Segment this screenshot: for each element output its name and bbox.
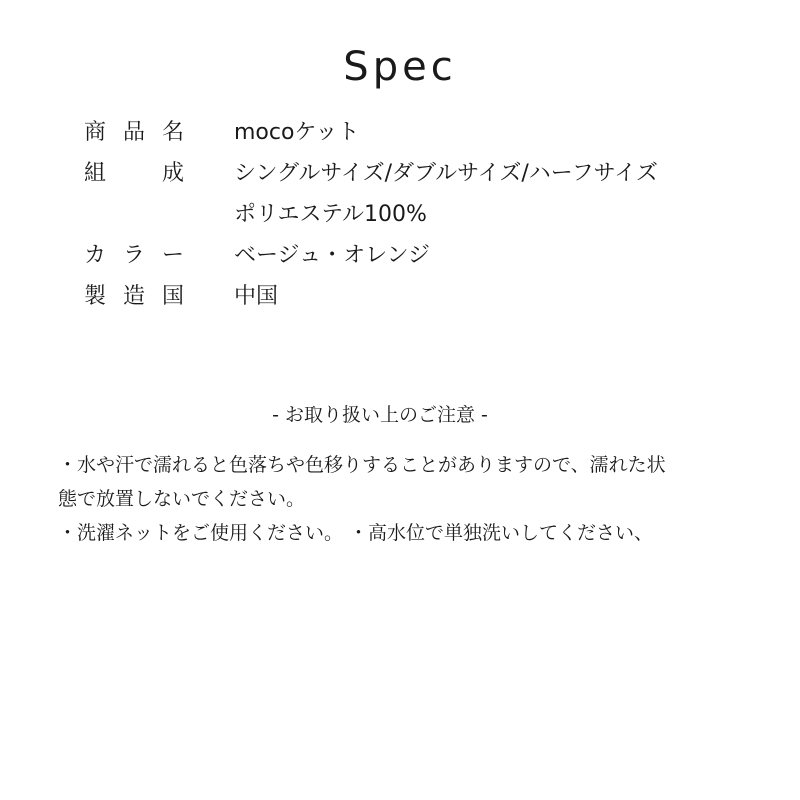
- spec-label-composition: 組成: [84, 161, 184, 186]
- spec-row-product-name: [84, 112, 764, 153]
- caution-heading: - お取り扱い上のご注意 -: [272, 404, 488, 426]
- spec-row-origin: [84, 276, 764, 317]
- caution-list: [58, 448, 748, 550]
- spec-table: [84, 112, 764, 317]
- spec-label-color: カラー: [84, 243, 184, 268]
- caution-line-3: ・洗濯ネットをご使用ください。 ・高水位で単独洗いしてください、: [58, 522, 654, 544]
- caution-line-2: 態で放置しないでください。: [58, 488, 306, 510]
- spec-value-composition: [234, 153, 658, 235]
- spec-value-product-name: mocoケット: [234, 120, 360, 145]
- caution-line-1: ・水や汗で濡れると色落ちや色移りすることがありますので、濡れた状: [58, 454, 666, 476]
- page-title: Spec: [343, 44, 457, 90]
- spec-value-composition-material: ポリエステル100%: [234, 202, 427, 227]
- spec-row-composition: [84, 153, 764, 235]
- spec-value-origin: 中国: [234, 284, 279, 309]
- spec-value-color: ベージュ・オレンジ: [234, 243, 431, 268]
- spec-value-composition-sizes: シングルサイズ/ダブルサイズ/ハーフサイズ: [234, 161, 658, 186]
- spec-label-origin: 製造国: [84, 284, 184, 309]
- spec-row-color: [84, 235, 764, 276]
- spec-label-product-name: 商品名: [84, 120, 184, 145]
